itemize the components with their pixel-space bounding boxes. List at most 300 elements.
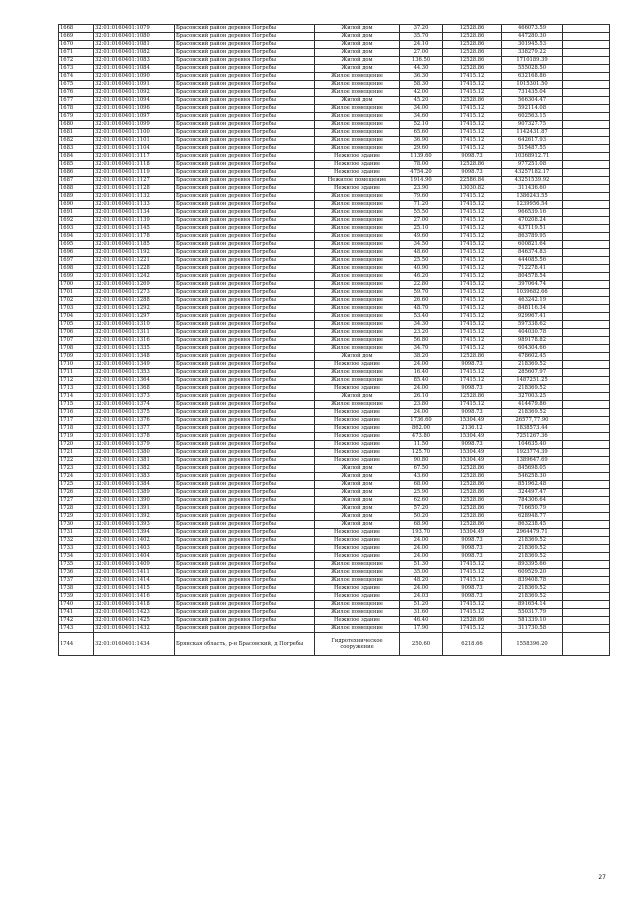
area-cell: 38.20 [400, 353, 443, 361]
table-row [59, 113, 610, 121]
cadastral-value-cell: 1015301.50 [502, 81, 563, 89]
object-type-cell: Жилое помещение [315, 233, 400, 241]
area-cell: 29.60 [400, 145, 443, 153]
area-cell: 42.00 [400, 89, 443, 97]
object-type-cell: Жилое помещение [315, 273, 400, 281]
object-type-cell: Жилое помещение [315, 129, 400, 137]
table-row [59, 409, 610, 417]
area-cell: 16.40 [400, 369, 443, 377]
object-type-cell: Жилое помещение [315, 377, 400, 385]
unit-value-cell: 17415.12 [443, 129, 502, 137]
unit-value-cell: 17415.12 [443, 321, 502, 329]
cadastral-value-cell: 784306.64 [502, 497, 563, 505]
area-cell: 45.20 [400, 97, 443, 105]
row-number-cell: 1743 [59, 625, 94, 633]
unit-value-cell: 12528.86 [443, 393, 502, 401]
row-number-cell: 1705 [59, 321, 94, 329]
address-cell: Брасовский район деревня Погребы [175, 161, 315, 169]
object-type-cell: Жилой дом [315, 465, 400, 473]
row-number-cell: 1685 [59, 161, 94, 169]
cadastral-number-cell: 32:01:0160401:1145 [94, 225, 175, 233]
table-row [59, 433, 610, 441]
cadastral-value-cell: 327003.25 [502, 393, 563, 401]
area-cell: 125.70 [400, 449, 443, 457]
unit-value-cell: 17415.12 [443, 137, 502, 145]
table-row [59, 385, 610, 393]
empty-cell [563, 297, 610, 305]
area-cell: 24.00 [400, 545, 443, 553]
address-cell: Брасовский район деревня Погребы [175, 177, 315, 185]
empty-cell [563, 73, 610, 81]
object-type-cell: Жилое помещение [315, 313, 400, 321]
empty-cell [563, 401, 610, 409]
area-cell: 62.60 [400, 497, 443, 505]
cadastral-number-cell: 32:01:0160401:1104 [94, 145, 175, 153]
row-number-cell: 1672 [59, 57, 94, 65]
area-cell: 50.20 [400, 513, 443, 521]
unit-value-cell: 12528.86 [443, 521, 502, 529]
object-type-cell: Жилое помещение [315, 145, 400, 153]
unit-value-cell: 9098.73 [443, 545, 502, 553]
object-type-cell: Нежилое здание [315, 417, 400, 425]
cadastral-number-cell: 32:01:0160401:1415 [94, 585, 175, 593]
cadastral-number-cell: 32:01:0160401:1094 [94, 97, 175, 105]
empty-cell [563, 513, 610, 521]
empty-cell [563, 65, 610, 73]
object-type-cell: Жилое помещение [315, 305, 400, 313]
cadastral-value-cell: 600821.64 [502, 241, 563, 249]
object-type-cell: Нежилое здание [315, 153, 400, 161]
cadastral-value-cell: 1389647.69 [502, 457, 563, 465]
cadastral-value-cell: 338279.22 [502, 49, 563, 57]
cadastral-number-cell: 32:01:0160401:1119 [94, 169, 175, 177]
object-type-cell: Жилое помещение [315, 105, 400, 113]
object-type-cell: Жилой дом [315, 57, 400, 65]
cadastral-value-cell: 218369.52 [502, 361, 563, 369]
cadastral-value-cell: 218369.52 [502, 537, 563, 545]
area-cell: 11.50 [400, 441, 443, 449]
table-row [59, 273, 610, 281]
area-cell: 23.20 [400, 329, 443, 337]
unit-value-cell: 9098.73 [443, 361, 502, 369]
object-type-cell: Нежилое здание [315, 169, 400, 177]
address-cell: Брасовский район деревня Погребы [175, 281, 315, 289]
address-cell: Брасовский район деревня Погребы [175, 217, 315, 225]
table-row [59, 81, 610, 89]
object-type-cell: Жилое помещение [315, 297, 400, 305]
object-type-cell: Нежилое здание [315, 361, 400, 369]
cadastral-number-cell: 32:01:0160401:1097 [94, 113, 175, 121]
empty-cell [563, 209, 610, 217]
address-cell: Брасовский район деревня Погребы [175, 361, 315, 369]
cadastral-number-cell: 32:01:0160401:1273 [94, 289, 175, 297]
table-row [59, 129, 610, 137]
table-row [59, 521, 610, 529]
table-row [59, 249, 610, 257]
area-cell: 27.00 [400, 217, 443, 225]
address-cell: Брасовский район деревня Погребы [175, 129, 315, 137]
object-type-cell: Нежилое здание [315, 433, 400, 441]
cadastral-value-cell: 863789.95 [502, 233, 563, 241]
empty-cell [563, 561, 610, 569]
unit-value-cell: 9098.73 [443, 593, 502, 601]
empty-cell [563, 201, 610, 209]
cadastral-value-cell: 566304.47 [502, 97, 563, 105]
object-type-cell: Нежилое здание [315, 617, 400, 625]
cadastral-value-cell: 10368912.71 [502, 153, 563, 161]
cadastral-number-cell: 32:01:0160401:1132 [94, 193, 175, 201]
empty-cell [563, 241, 610, 249]
empty-cell [563, 57, 610, 65]
cadastral-value-cell: 929967.41 [502, 313, 563, 321]
address-cell: Брасовский район деревня Погребы [175, 449, 315, 457]
table-row [59, 633, 610, 656]
row-number-cell: 1714 [59, 393, 94, 401]
empty-cell [563, 193, 610, 201]
area-cell: 52.10 [400, 121, 443, 129]
cadastral-value-cell: 891654.14 [502, 601, 563, 609]
unit-value-cell: 15304.49 [443, 417, 502, 425]
table-row [59, 49, 610, 57]
unit-value-cell: 17415.12 [443, 73, 502, 81]
table-row [59, 497, 610, 505]
address-cell: Брасовский район деревня Погребы [175, 425, 315, 433]
object-type-cell: Жилое помещение [315, 113, 400, 121]
empty-cell [563, 529, 610, 537]
area-cell: 53.40 [400, 313, 443, 321]
object-type-cell: Жилое помещение [315, 337, 400, 345]
row-number-cell: 1695 [59, 241, 94, 249]
cadastral-number-cell: 32:01:0160401:1297 [94, 313, 175, 321]
unit-value-cell: 12528.86 [443, 161, 502, 169]
empty-cell [563, 225, 610, 233]
row-number-cell: 1739 [59, 593, 94, 601]
object-type-cell: Нежилое помещение [315, 177, 400, 185]
row-number-cell: 1675 [59, 81, 94, 89]
table-row [59, 361, 610, 369]
cadastral-value-cell: 1039682.66 [502, 289, 563, 297]
cadastral-value-cell: 851962.48 [502, 481, 563, 489]
cadastral-number-cell: 32:01:0160401:1418 [94, 601, 175, 609]
object-type-cell: Жилое помещение [315, 209, 400, 217]
address-cell: Брасовский район деревня Погребы [175, 417, 315, 425]
row-number-cell: 1719 [59, 433, 94, 441]
area-cell: 48.20 [400, 577, 443, 585]
empty-cell [563, 153, 610, 161]
area-cell: 90.80 [400, 457, 443, 465]
object-type-cell: Нежилое здание [315, 385, 400, 393]
object-type-cell: Жилое помещение [315, 609, 400, 617]
empty-cell [563, 177, 610, 185]
address-cell: Брасовский район деревня Погребы [175, 593, 315, 601]
object-type-cell: Жилое помещение [315, 89, 400, 97]
unit-value-cell: 17415.12 [443, 225, 502, 233]
address-cell: Брасовский район деревня Погребы [175, 401, 315, 409]
address-cell: Брасовский район деревня Погребы [175, 489, 315, 497]
row-number-cell: 1740 [59, 601, 94, 609]
unit-value-cell: 17415.12 [443, 145, 502, 153]
table-row [59, 321, 610, 329]
address-cell: Брасовский район деревня Погребы [175, 345, 315, 353]
area-cell: 34.00 [400, 105, 443, 113]
empty-cell [563, 337, 610, 345]
address-cell: Брасовский район деревня Погребы [175, 457, 315, 465]
area-cell: 17.90 [400, 625, 443, 633]
object-type-cell: Жилое помещение [315, 321, 400, 329]
row-number-cell: 1724 [59, 473, 94, 481]
unit-value-cell: 17415.12 [443, 273, 502, 281]
unit-value-cell: 17415.12 [443, 105, 502, 113]
area-cell: 24.00 [400, 361, 443, 369]
cadastral-value-cell: 642617.93 [502, 137, 563, 145]
object-type-cell: Нежилое здание [315, 593, 400, 601]
row-number-cell: 1737 [59, 577, 94, 585]
cadastral-number-cell: 32:01:0160401:1414 [94, 577, 175, 585]
object-type-cell: Жилой дом [315, 33, 400, 41]
empty-cell [563, 313, 610, 321]
cadastral-number-cell: 32:01:0160401:1242 [94, 273, 175, 281]
empty-cell [563, 537, 610, 545]
cadastral-number-cell: 32:01:0160401:1425 [94, 617, 175, 625]
address-cell: Брасовский район деревня Погребы [175, 193, 315, 201]
cadastral-number-cell: 32:01:0160401:1348 [94, 353, 175, 361]
empty-cell [563, 281, 610, 289]
object-type-cell: Нежилое здание [315, 529, 400, 537]
page-number: 27 [598, 874, 606, 881]
unit-value-cell: 17415.12 [443, 201, 502, 209]
row-number-cell: 1738 [59, 585, 94, 593]
row-number-cell: 1741 [59, 609, 94, 617]
object-type-cell: Жилой дом [315, 521, 400, 529]
object-type-cell: Гидротехническое сооружение [315, 633, 400, 656]
empty-cell [563, 625, 610, 633]
cadastral-number-cell: 32:01:0160401:1380 [94, 449, 175, 457]
cadastral-number-cell: 32:01:0160401:1389 [94, 489, 175, 497]
object-type-cell: Жилое помещение [315, 345, 400, 353]
cadastral-value-cell: 604304.66 [502, 345, 563, 353]
cadastral-value-cell: 907327.75 [502, 121, 563, 129]
unit-value-cell: 12528.86 [443, 97, 502, 105]
empty-cell [563, 521, 610, 529]
row-number-cell: 1735 [59, 561, 94, 569]
area-cell: 25.90 [400, 489, 443, 497]
empty-cell [563, 377, 610, 385]
empty-cell [563, 185, 610, 193]
empty-cell [563, 457, 610, 465]
cadastral-value-cell: 311436.60 [502, 185, 563, 193]
row-number-cell: 1692 [59, 217, 94, 225]
object-type-cell: Нежилое здание [315, 185, 400, 193]
empty-cell [563, 585, 610, 593]
unit-value-cell: 17415.12 [443, 233, 502, 241]
address-cell: Брасовский район деревня Погребы [175, 73, 315, 81]
cadastral-number-cell: 32:01:0160401:1423 [94, 609, 175, 617]
unit-value-cell: 9098.73 [443, 441, 502, 449]
row-number-cell: 1693 [59, 225, 94, 233]
cadastral-number-cell: 32:01:0160401:1083 [94, 57, 175, 65]
cadastral-number-cell: 32:01:0160401:1292 [94, 305, 175, 313]
object-type-cell: Жилое помещение [315, 249, 400, 257]
address-cell: Брасовский район деревня Погребы [175, 25, 315, 33]
area-cell: 51.20 [400, 601, 443, 609]
unit-value-cell: 17415.12 [443, 313, 502, 321]
empty-cell [563, 609, 610, 617]
area-cell: 37.20 [400, 25, 443, 33]
row-number-cell: 1727 [59, 497, 94, 505]
area-cell: 23.90 [400, 185, 443, 193]
cadastral-number-cell: 32:01:0160401:1391 [94, 505, 175, 513]
cadastral-number-cell: 32:01:0160401:1383 [94, 473, 175, 481]
cadastral-number-cell: 32:01:0160401:1080 [94, 33, 175, 41]
cadastral-value-cell: 478602.45 [502, 353, 563, 361]
empty-cell [563, 33, 610, 41]
cadastral-value-cell: 1923774.39 [502, 449, 563, 457]
area-cell: 27.00 [400, 49, 443, 57]
row-number-cell: 1696 [59, 249, 94, 257]
unit-value-cell: 17415.12 [443, 369, 502, 377]
row-number-cell: 1689 [59, 193, 94, 201]
object-type-cell: Жилой дом [315, 41, 400, 49]
cadastral-value-cell: 104635.40 [502, 441, 563, 449]
cadastral-value-cell: 716650.79 [502, 505, 563, 513]
cadastral-number-cell: 32:01:0160401:1432 [94, 625, 175, 633]
object-type-cell: Жилой дом [315, 65, 400, 73]
cadastral-value-cell: 628948.77 [502, 513, 563, 521]
table-row [59, 377, 610, 385]
row-number-cell: 1702 [59, 297, 94, 305]
object-type-cell: Жилое помещение [315, 257, 400, 265]
address-cell: Брасовский район деревня Погребы [175, 433, 315, 441]
unit-value-cell: 17415.12 [443, 297, 502, 305]
object-type-cell: Жилое помещение [315, 401, 400, 409]
cadastral-number-cell: 32:01:0160401:1081 [94, 41, 175, 49]
row-number-cell: 1718 [59, 425, 94, 433]
table-row [59, 145, 610, 153]
area-cell: 49.60 [400, 233, 443, 241]
row-number-cell: 1677 [59, 97, 94, 105]
unit-value-cell: 17415.12 [443, 113, 502, 121]
empty-cell [563, 169, 610, 177]
address-cell: Брасовский район деревня Погребы [175, 313, 315, 321]
object-type-cell: Жилое помещение [315, 601, 400, 609]
cadastral-value-cell: 550317.79 [502, 609, 563, 617]
table-row [59, 201, 610, 209]
row-number-cell: 1729 [59, 513, 94, 521]
cadastral-value-cell: 404030.78 [502, 329, 563, 337]
cadastral-value-cell: 285607.97 [502, 369, 563, 377]
area-cell: 35.70 [400, 33, 443, 41]
unit-value-cell: 12528.86 [443, 57, 502, 65]
object-type-cell: Нежилое здание [315, 441, 400, 449]
table-row [59, 169, 610, 177]
area-cell: 48.60 [400, 249, 443, 257]
cadastral-number-cell: 32:01:0160401:1374 [94, 401, 175, 409]
row-number-cell: 1678 [59, 105, 94, 113]
cadastral-number-cell: 32:01:0160401:1404 [94, 553, 175, 561]
cadastral-value-cell: 218369.52 [502, 385, 563, 393]
empty-cell [563, 105, 610, 113]
cadastral-value-cell: 597338.62 [502, 321, 563, 329]
object-type-cell: Нежилое здание [315, 545, 400, 553]
empty-cell [563, 545, 610, 553]
area-cell: 78.00 [400, 161, 443, 169]
cadastral-number-cell: 32:01:0160401:1139 [94, 217, 175, 225]
unit-value-cell: 17415.12 [443, 281, 502, 289]
cadastral-value-cell: 447280.30 [502, 33, 563, 41]
address-cell: Брасовский район деревня Погребы [175, 185, 315, 193]
cadastral-number-cell: 32:01:0160401:1382 [94, 465, 175, 473]
unit-value-cell: 17415.12 [443, 217, 502, 225]
cadastral-value-cell: 1386243.55 [502, 193, 563, 201]
cadastral-number-cell: 32:01:0160401:1368 [94, 385, 175, 393]
cadastral-number-cell: 32:01:0160401:1221 [94, 257, 175, 265]
cadastral-number-cell: 32:01:0160401:1392 [94, 513, 175, 521]
area-cell: 34.30 [400, 321, 443, 329]
cadastral-number-cell: 32:01:0160401:1364 [94, 377, 175, 385]
cadastral-value-cell: 555028.50 [502, 65, 563, 73]
table-row [59, 625, 610, 633]
table-row [59, 137, 610, 145]
object-type-cell: Нежилое здание [315, 457, 400, 465]
object-type-cell: Жилое помещение [315, 225, 400, 233]
object-type-cell: Жилой дом [315, 481, 400, 489]
cadastral-number-cell: 32:01:0160401:1353 [94, 369, 175, 377]
table-row [59, 593, 610, 601]
address-cell: Брасовский район деревня Погребы [175, 233, 315, 241]
address-cell: Брасовский район деревня Погребы [175, 49, 315, 57]
address-cell: Брасовский район деревня Погребы [175, 265, 315, 273]
area-cell: 24.03 [400, 593, 443, 601]
unit-value-cell: 12528.86 [443, 617, 502, 625]
empty-cell [563, 465, 610, 473]
row-number-cell: 1733 [59, 545, 94, 553]
empty-cell [563, 25, 610, 33]
row-number-cell: 1699 [59, 273, 94, 281]
area-cell: 24.00 [400, 537, 443, 545]
cadastral-value-cell: 848116.34 [502, 305, 563, 313]
empty-cell [563, 449, 610, 457]
address-cell: Брасовский район деревня Погребы [175, 505, 315, 513]
cadastral-number-cell: 32:01:0160401:1096 [94, 105, 175, 113]
cadastral-number-cell: 32:01:0160401:1090 [94, 73, 175, 81]
area-cell: 31.60 [400, 609, 443, 617]
row-number-cell: 1694 [59, 233, 94, 241]
cadastral-value-cell: 846374.83 [502, 249, 563, 257]
area-cell: 250.60 [400, 633, 443, 656]
row-number-cell: 1681 [59, 129, 94, 137]
address-cell: Брасовский район деревня Погребы [175, 537, 315, 545]
empty-cell [563, 217, 610, 225]
row-number-cell: 1708 [59, 345, 94, 353]
unit-value-cell: 12528.86 [443, 489, 502, 497]
unit-value-cell: 15304.49 [443, 529, 502, 537]
address-cell: Брасовский район деревня Погребы [175, 409, 315, 417]
empty-cell [563, 417, 610, 425]
row-number-cell: 1674 [59, 73, 94, 81]
row-number-cell: 1670 [59, 41, 94, 49]
row-number-cell: 1676 [59, 89, 94, 97]
address-cell: Брасовский район деревня Погребы [175, 473, 315, 481]
object-type-cell: Жилой дом [315, 513, 400, 521]
unit-value-cell: 17415.12 [443, 305, 502, 313]
object-type-cell: Жилой дом [315, 497, 400, 505]
row-number-cell: 1697 [59, 257, 94, 265]
row-number-cell: 1671 [59, 49, 94, 57]
address-cell: Брасовский район деревня Погребы [175, 625, 315, 633]
address-cell: Брасовский район деревня Погребы [175, 337, 315, 345]
unit-value-cell: 9098.73 [443, 153, 502, 161]
object-type-cell: Жилое помещение [315, 281, 400, 289]
